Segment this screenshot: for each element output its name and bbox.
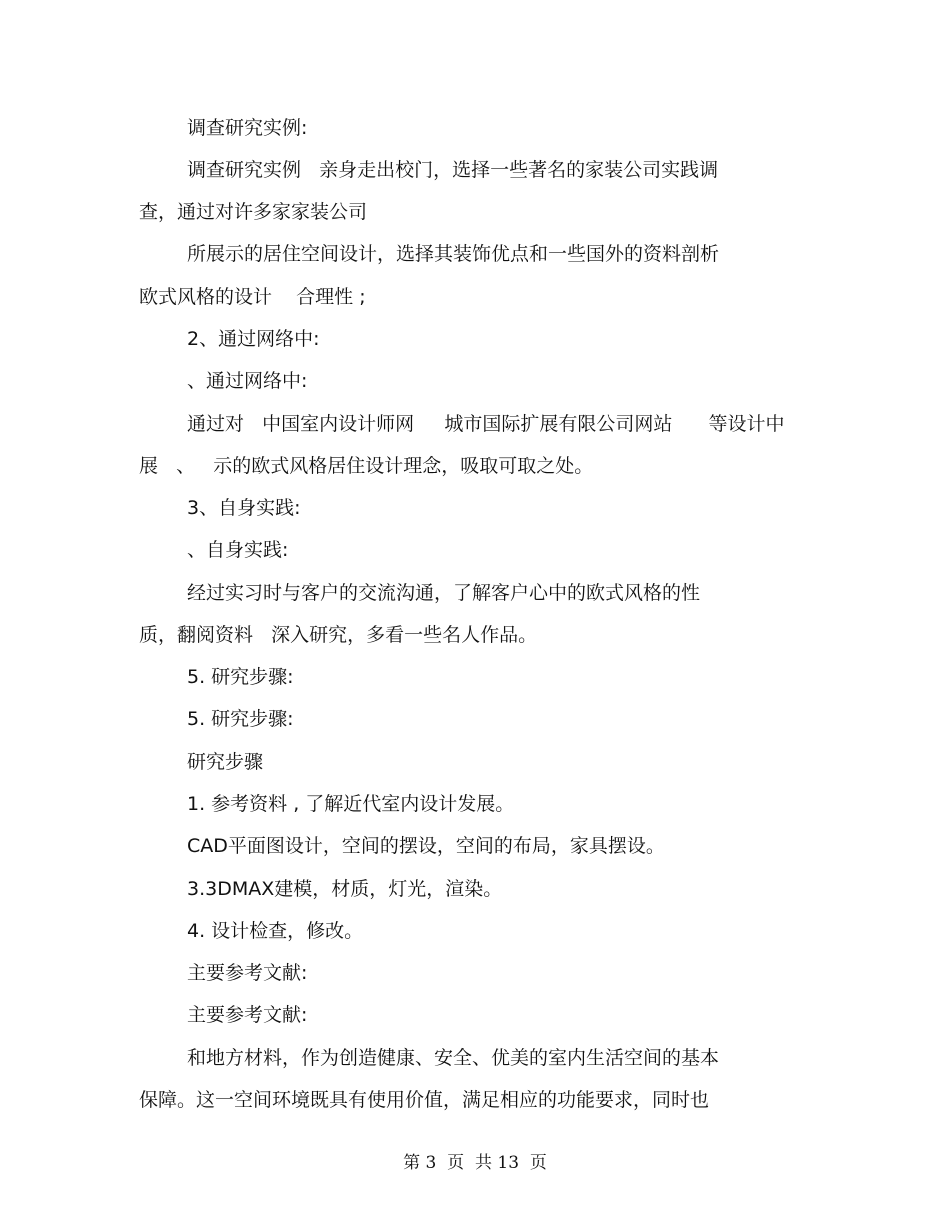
list-item: 3.3DMAX建模，材质，灯光，渲染。 xyxy=(187,878,503,900)
list-item: 4. 设计检查，修改。 xyxy=(187,920,364,942)
heading-references: 主要参考文献: xyxy=(187,962,308,984)
paragraph-line: 欧式风格的设计 合理性 ; xyxy=(139,286,366,308)
list-item: 1. 参考资料 , 了解近代室内设计发展。 xyxy=(187,793,515,815)
paragraph-line: 质，翻阅资料 深入研究，多看一些名人作品。 xyxy=(139,624,538,646)
paragraph-line: 调查研究实例 亲身走出校门，选择一些著名的家装公司实践调 xyxy=(187,159,719,181)
heading-self-practice-repeat: 、自身实践: xyxy=(187,539,289,561)
heading-via-network-repeat: 、通过网络中: xyxy=(187,370,308,392)
list-item: CAD平面图设计，空间的摆设，空间的布局，家具摆设。 xyxy=(187,835,665,857)
paragraph-line: 展 、 示的欧式风格居住设计理念，吸取可取之处。 xyxy=(139,455,594,477)
paragraph-line: 查，通过对许多家家装公司 xyxy=(139,201,368,223)
page-number-footer: 第 3 页 共 13 页 xyxy=(403,1153,547,1173)
paragraph-line: 经过实习时与客户的交流沟通，了解客户心中的欧式风格的性 xyxy=(187,582,701,604)
paragraph-line: 所展示的居住空间设计，选择其装饰优点和一些国外的资料剖析 xyxy=(187,243,720,265)
heading-research-examples: 调查研究实例: xyxy=(187,117,308,139)
paragraph-line: 和地方材料，作为创造健康、安全、优美的室内生活空间的基本 xyxy=(187,1047,720,1069)
heading-research-steps-repeat: 5. 研究步骤: xyxy=(187,708,294,730)
paragraph-line: 通过对 中国室内设计师网 城市国际扩展有限公司网站 等设计中 xyxy=(187,413,785,435)
subheading-research-steps: 研究步骤 xyxy=(187,751,264,773)
paragraph-line: 保障。这一空间环境既具有使用价值，满足相应的功能要求，同时也 xyxy=(139,1089,710,1111)
heading-research-steps: 5. 研究步骤: xyxy=(187,666,294,688)
heading-self-practice: 3、自身实践: xyxy=(187,497,301,519)
heading-via-network: 2、通过网络中: xyxy=(187,328,320,350)
heading-references-repeat: 主要参考文献: xyxy=(187,1004,308,1026)
